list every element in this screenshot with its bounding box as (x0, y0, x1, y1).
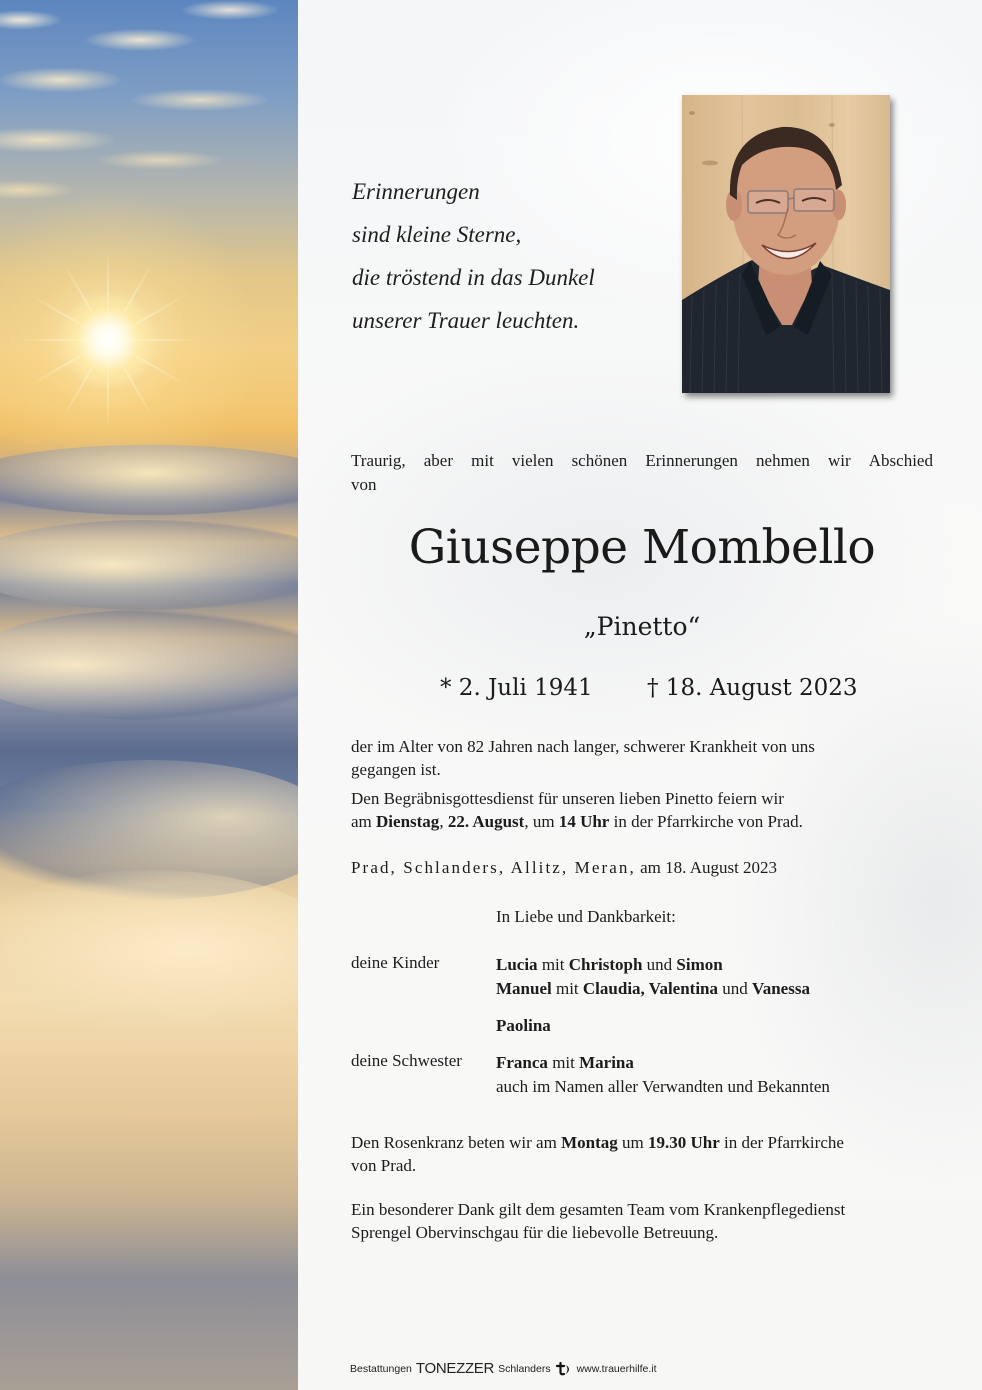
paragraph-line: gegangen ist. (351, 760, 441, 779)
notice-date: am 18. August 2023 (635, 858, 778, 877)
deceased-name: Giuseppe Mombello (408, 520, 876, 575)
family-row (496, 977, 810, 1001)
children-label: deine Kinder (351, 953, 440, 972)
portrait-photo (682, 95, 890, 393)
cloud-band (0, 870, 298, 1030)
death-date: † 18. August 2023 (647, 675, 858, 701)
cloud-band (0, 445, 298, 515)
text-run: um (617, 1133, 648, 1152)
upper-clouds (0, 0, 298, 220)
funeral-paragraph (351, 787, 803, 833)
family-name: Manuel (496, 978, 552, 998)
intro-word: aber (423, 451, 454, 470)
trauerhilfe-logo-icon (555, 1362, 573, 1376)
gratitude-paragraph (351, 1198, 845, 1244)
place-date-line (351, 858, 777, 878)
quote-line: die tröstend in das Dunkel (352, 265, 595, 290)
paragraph-line (351, 810, 803, 833)
family-row (496, 1014, 551, 1038)
text-run: mit (547, 1053, 580, 1072)
cloud-band (0, 610, 298, 720)
quote-line: sind kleine Sterne, (352, 222, 522, 247)
text-run: und (642, 955, 677, 974)
text-run: , (439, 812, 448, 831)
footer-prefix: Bestattungen (350, 1362, 412, 1375)
funeral-time: 14 Uhr (558, 812, 610, 831)
family-row (496, 953, 810, 977)
text-run: , um (524, 812, 559, 831)
quote-line: Erinnerungen (352, 179, 480, 204)
family-name: Claudia, Valentina (582, 978, 719, 998)
intro-word: Traurig, (351, 451, 406, 470)
family-name: Vanessa (752, 978, 810, 998)
text-run: Den Rosenkranz beten wir am (351, 1133, 562, 1152)
intro-word: schönen (571, 451, 628, 470)
rosary-paragraph (351, 1131, 844, 1177)
funeral-date: 22. August (447, 812, 525, 831)
memorial-quote (352, 170, 595, 342)
text-run: und (718, 978, 753, 998)
text-run: mit (551, 978, 583, 998)
thanks-heading: In Liebe und Dankbarkeit: (496, 907, 676, 926)
quote-line: unserer Trauer leuchten. (352, 308, 580, 333)
family-name: Franca (496, 1053, 548, 1072)
text-run: in der Pfarrkirche (719, 1133, 844, 1152)
intro-word: nehmen (756, 451, 810, 470)
sun-icon (58, 290, 158, 390)
portrait-illustration (682, 95, 890, 393)
sister-label: deine Schwester (351, 1051, 462, 1070)
intro-word: vielen (511, 451, 554, 470)
family-name: Paolina (496, 1016, 551, 1035)
footer-brand: TONEZZER (415, 1360, 495, 1377)
footer-url[interactable]: www.trauerhilfe.it (576, 1362, 657, 1375)
intro-line-1 (351, 449, 933, 473)
sky-sunrise-image (0, 0, 298, 1390)
rosary-time: 19.30 Uhr (647, 1133, 720, 1152)
intro-word: wir (827, 451, 851, 470)
paragraph-line: von Prad. (351, 1156, 417, 1175)
paragraph-line: der im Alter von 82 Jahren nach langer, schwerer Krankheit von uns (351, 737, 815, 756)
footer (350, 1360, 657, 1377)
text-run: am (351, 812, 377, 831)
text-run: mit (537, 955, 569, 974)
intro-word: Abschied (868, 451, 933, 470)
birth-date: * 2. Juli 1941 (440, 675, 593, 701)
intro-line-2: von (351, 475, 377, 494)
sister-names (496, 1051, 830, 1098)
paragraph-line: Sprengel Obervinschgau für die liebevolle Betreuung. (351, 1223, 719, 1242)
family-name: Marina (579, 1053, 634, 1072)
funeral-day: Dienstag (376, 812, 440, 831)
intro-text (351, 449, 933, 497)
family-name: Lucia (496, 955, 538, 974)
illness-paragraph (351, 735, 815, 781)
cloud-band (0, 520, 298, 610)
intro-word: mit (471, 451, 494, 470)
places: Prad, Schlanders, Allitz, Meran, (351, 858, 636, 877)
paragraph-line: Ein besonderer Dank gilt dem gesamten Team vom Krankenpflegedienst (351, 1200, 846, 1219)
family-row (496, 1051, 830, 1075)
footer-suffix: Schlanders (498, 1362, 551, 1375)
paragraph-line (351, 1131, 844, 1154)
intro-word: Erinnerungen (645, 451, 738, 470)
deceased-nickname: „Pinetto“ (583, 612, 701, 641)
family-row: auch im Namen aller Verwandten und Bekannten (496, 1076, 830, 1096)
family-name: Simon (676, 955, 723, 974)
text-run: in der Pfarrkirche von Prad. (609, 812, 803, 831)
paragraph-line: Den Begräbnisgottesdienst für unseren lieben Pinetto feiern wir (351, 789, 784, 808)
children-names (496, 953, 810, 1000)
rosary-day: Montag (561, 1133, 618, 1152)
family-name: Christoph (568, 955, 643, 974)
